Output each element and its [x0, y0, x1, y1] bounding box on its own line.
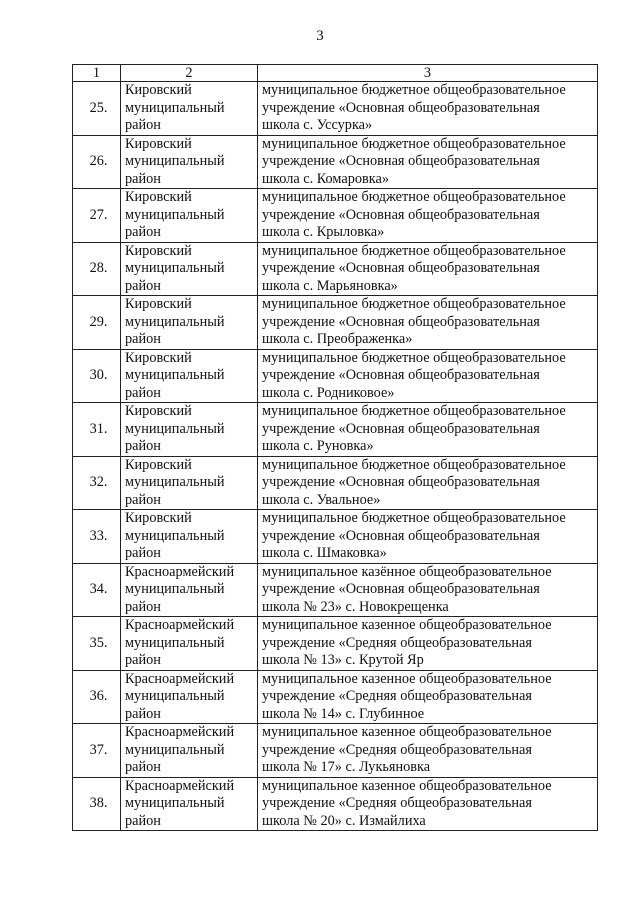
district-cell [121, 724, 258, 778]
institution-name-line: школа с. Шмаковка» [262, 545, 387, 561]
district-cell [121, 563, 258, 617]
institution-name-line: школа с. Руновка» [262, 438, 374, 454]
table-row [73, 456, 598, 510]
row-number: 38. [73, 777, 121, 831]
table-row [73, 777, 598, 831]
district-line: Красноармейский [125, 617, 235, 633]
institution-name-line: учреждение «Основная общеобразовательная [262, 367, 540, 383]
district-line: Кировский [125, 456, 192, 473]
institution-name-line: муниципальное бюджетное общеобразовательное [262, 296, 566, 312]
district-line: район [125, 705, 161, 722]
row-number: 33. [73, 510, 121, 564]
district-line: Кировский [125, 82, 192, 98]
institution-name-cell [258, 510, 598, 564]
institution-name-line: школа с. Уссурка» [262, 117, 373, 133]
district-line: Красноармейский [125, 777, 235, 794]
institution-name-line: муниципальное бюджетное общеобразовательное [262, 82, 566, 98]
institution-name-line: муниципальное бюджетное общеобразовательное [262, 510, 566, 526]
district-cell [121, 135, 258, 189]
institution-name-line: учреждение «Основная общеобразовательная [262, 153, 540, 169]
column-header-1: 1 [73, 65, 121, 82]
row-number: 30. [73, 349, 121, 403]
institution-name-line: школа № 13» с. Крутой Яр [262, 652, 424, 668]
institution-name-line: школа № 23» с. Новокрещенка [262, 598, 449, 615]
district-line: район [125, 384, 161, 401]
row-number: 37. [73, 724, 121, 778]
institution-name-cell [258, 563, 598, 617]
row-number: 31. [73, 403, 121, 457]
institution-name-line: муниципальное казенное общеобразовательное [262, 670, 552, 687]
schools-table [72, 64, 598, 831]
district-line: район [125, 331, 161, 347]
district-line: муниципальный [125, 795, 225, 811]
district-cell [121, 510, 258, 564]
institution-name-cell [258, 349, 598, 403]
district-line: район [125, 812, 161, 829]
page-number: 3 [316, 28, 324, 44]
district-line: Красноармейский [125, 670, 235, 687]
institution-name-cell [258, 456, 598, 510]
institution-name-line: муниципальное бюджетное общеобразовательное [262, 403, 566, 419]
district-line: муниципальный [125, 313, 225, 330]
district-cell [121, 296, 258, 350]
table-row [73, 403, 598, 457]
district-line: муниципальный [125, 99, 225, 116]
table-row [73, 242, 598, 296]
institution-name-line: муниципальное казенное общеобразовательное [262, 617, 552, 633]
district-line: Кировский [125, 189, 192, 205]
institution-name-line: школа № 20» с. Измайлиха [262, 812, 426, 829]
institution-name-line: муниципальное бюджетное общеобразовательное [262, 456, 566, 473]
district-line: Кировский [125, 349, 192, 366]
column-header-2: 2 [121, 65, 258, 82]
district-line: муниципальный [125, 367, 225, 383]
district-cell [121, 456, 258, 510]
institution-name-line: муниципальное бюджетное общеобразовательное [262, 349, 566, 366]
institution-name-cell [258, 617, 598, 671]
district-line: муниципальный [125, 420, 225, 437]
table-header-row [73, 65, 598, 82]
district-cell [121, 777, 258, 831]
institution-name-line: муниципальное казенное общеобразовательное [262, 777, 552, 794]
table-row [73, 296, 598, 350]
district-line: район [125, 277, 161, 294]
district-line: Кировский [125, 510, 192, 526]
institution-name-line: учреждение «Средняя общеобразовательная [262, 741, 532, 758]
institution-name-line: учреждение «Основная общеобразовательная [262, 313, 540, 330]
district-line: Кировский [125, 135, 192, 152]
row-number: 25. [73, 82, 121, 136]
district-cell [121, 403, 258, 457]
row-number: 32. [73, 456, 121, 510]
table-row [73, 617, 598, 671]
table-row [73, 82, 598, 136]
institution-name-cell [258, 189, 598, 243]
institution-name-cell [258, 135, 598, 189]
institution-name-line: школа с. Увальное» [262, 491, 381, 508]
institution-name-line: муниципальное бюджетное общеобразовательное [262, 242, 566, 259]
district-line: район [125, 491, 161, 508]
institution-name-line: учреждение «Средняя общеобразовательная [262, 688, 532, 704]
district-line: район [125, 224, 161, 240]
institution-name-line: школа с. Родниковое» [262, 384, 395, 401]
district-line: район [125, 652, 161, 668]
institution-name-line: муниципальное бюджетное общеобразовательное [262, 135, 566, 152]
district-line: муниципальный [125, 206, 225, 223]
institution-name-line: муниципальное казенное общеобразовательное [262, 724, 552, 740]
institution-name-line: школа с. Марьяновка» [262, 277, 398, 294]
table-row [73, 670, 598, 724]
institution-name-line: учреждение «Основная общеобразовательная [262, 474, 540, 490]
district-line: район [125, 598, 161, 615]
table-row [73, 510, 598, 564]
institution-name-line: учреждение «Основная общеобразовательная [262, 527, 540, 544]
institution-name-line: муниципальное казённое общеобразовательное [262, 563, 552, 580]
institution-name-line: школа № 17» с. Лукьяновка [262, 759, 431, 775]
institution-name-line: муниципальное бюджетное общеобразовательное [262, 189, 566, 205]
district-line: район [125, 117, 161, 133]
institution-name-line: школа с. Крыловка» [262, 224, 385, 240]
institution-name-line: учреждение «Средняя общеобразовательная [262, 634, 532, 651]
table-row [73, 563, 598, 617]
district-line: муниципальный [125, 634, 225, 651]
institution-name-cell [258, 777, 598, 831]
table-row [73, 189, 598, 243]
district-line: Кировский [125, 403, 192, 419]
institution-name-line: учреждение «Основная общеобразовательная [262, 206, 540, 223]
district-line: муниципальный [125, 581, 225, 597]
district-line: Кировский [125, 296, 192, 312]
district-cell [121, 82, 258, 136]
district-cell [121, 189, 258, 243]
row-number: 36. [73, 670, 121, 724]
row-number: 28. [73, 242, 121, 296]
institution-name-cell [258, 296, 598, 350]
district-line: муниципальный [125, 260, 225, 276]
institution-name-line: школа № 14» с. Глубинное [262, 705, 425, 722]
institution-name-cell [258, 670, 598, 724]
institution-name-cell [258, 242, 598, 296]
row-number: 27. [73, 189, 121, 243]
district-line: муниципальный [125, 153, 225, 169]
institution-name-cell [258, 82, 598, 136]
district-line: муниципальный [125, 741, 225, 758]
district-line: муниципальный [125, 474, 225, 490]
institution-name-line: учреждение «Основная общеобразовательная [262, 420, 540, 437]
row-number: 29. [73, 296, 121, 350]
institution-name-line: учреждение «Средняя общеобразовательная [262, 795, 532, 811]
district-cell [121, 242, 258, 296]
district-line: район [125, 759, 161, 775]
row-number: 34. [73, 563, 121, 617]
district-line: район [125, 170, 161, 187]
institution-name-line: учреждение «Основная общеобразовательная [262, 99, 540, 116]
row-number: 35. [73, 617, 121, 671]
district-line: район [125, 438, 161, 454]
district-line: Красноармейский [125, 563, 235, 580]
district-line: муниципальный [125, 688, 225, 704]
district-cell [121, 670, 258, 724]
column-header-3: 3 [258, 65, 598, 82]
institution-name-line: учреждение «Основная общеобразовательная [262, 260, 540, 276]
institution-name-line: школа с. Преображенка» [262, 331, 413, 347]
district-line: район [125, 545, 161, 561]
institution-name-line: учреждение «Основная общеобразовательная [262, 581, 540, 597]
institution-name-cell [258, 403, 598, 457]
institution-name-line: школа с. Комаровка» [262, 170, 390, 187]
district-line: муниципальный [125, 527, 225, 544]
district-line: Красноармейский [125, 724, 235, 740]
row-number: 26. [73, 135, 121, 189]
district-cell [121, 617, 258, 671]
institution-name-cell [258, 724, 598, 778]
table-row [73, 135, 598, 189]
table-row [73, 349, 598, 403]
district-cell [121, 349, 258, 403]
district-line: Кировский [125, 242, 192, 259]
table-row [73, 724, 598, 778]
